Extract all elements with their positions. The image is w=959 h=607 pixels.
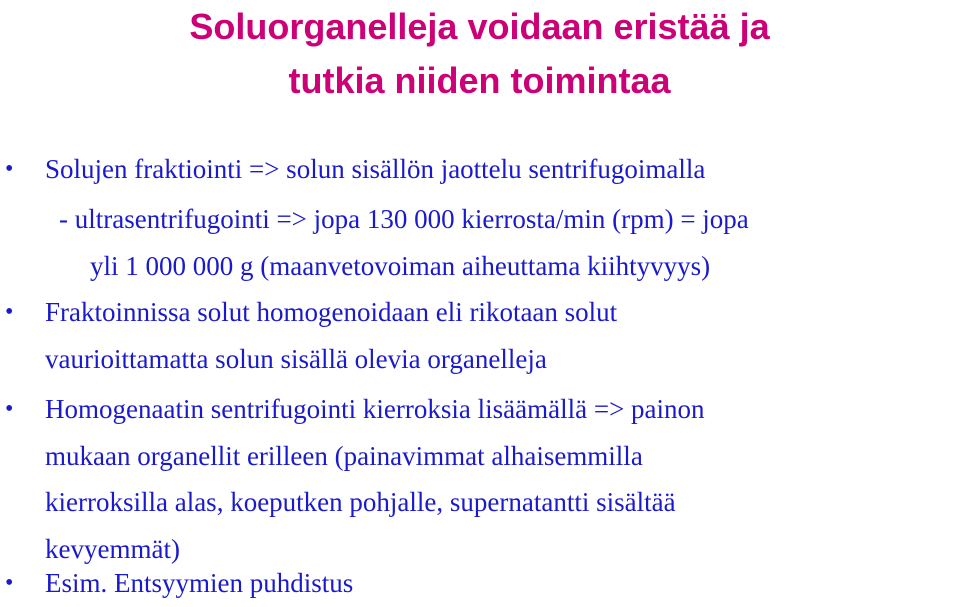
- bullet-marker: •: [5, 396, 14, 422]
- sub-item-text-line: - ultrasentrifugointi => jopa 130 000 kierrosta/min (rpm) = jopa: [59, 204, 749, 234]
- bullet-item: [5, 560, 950, 607]
- bullet-text-line: mukaan organellit erilleen (painavimmat alhaisemmilla: [45, 440, 643, 471]
- bullet-item: [5, 386, 950, 572]
- bullet-text-line: Esim. Entsyymien puhdistus: [45, 568, 354, 598]
- bullet-item: [5, 289, 950, 382]
- bullet-item: [5, 146, 950, 193]
- bullet-text-line: Homogenaatin sentrifugointi kierroksia lisäämällä => painon: [45, 394, 705, 424]
- slide-title: [0, 0, 959, 108]
- bullet-marker: •: [5, 570, 14, 596]
- bullet-text-line: Solujen fraktiointi => solun sisällön jaottelu sentrifugoimalla: [45, 154, 706, 184]
- slide-title-line: Soluorganelleja voidaan eristää ja: [189, 6, 770, 47]
- slide-title-line: tutkia niiden toimintaa: [288, 60, 671, 101]
- sub-item: [45, 196, 950, 289]
- bullet-text-line: kierroksilla alas, koeputken pohjalle, supernatantti sisältää: [45, 487, 676, 517]
- sub-item-text-line: yli 1 000 000 g (maanvetovoiman aiheuttama kiihtyvyys): [90, 250, 711, 281]
- bullet-marker: •: [5, 156, 14, 182]
- bullet-text-line: Fraktoinnissa solut homogenoidaan eli rikotaan solut: [45, 297, 618, 327]
- bullet-text-line: kevyemmät): [45, 533, 180, 564]
- bullet-text-line: vaurioittamatta solun sisällä olevia organelleja: [45, 343, 547, 374]
- bullet-marker: •: [5, 299, 14, 325]
